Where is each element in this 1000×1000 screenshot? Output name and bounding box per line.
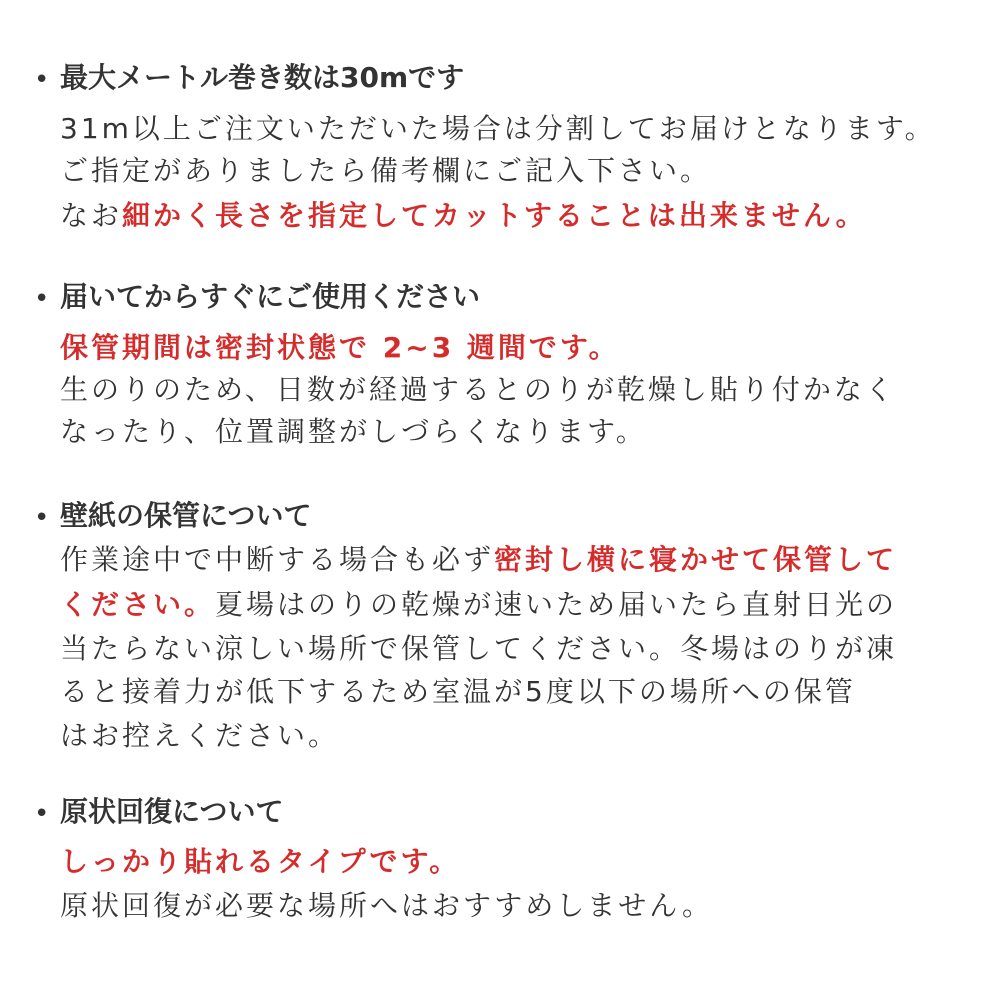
text-line: 原状回復が必要な場所へはおすすめしません。 <box>60 889 713 922</box>
text-line: ください。夏場はのりの乾燥が速いため届いたら直射日光の <box>60 588 898 621</box>
section-heading: 最大メートル巻き数は30mです <box>60 61 465 94</box>
warning-text: しっかり貼れるタイプです。 <box>60 845 461 878</box>
text-line: なったり、位置調整がしづらくなります。 <box>60 415 647 448</box>
text-line: 作業途中で中断する場合も必ず密封し横に寝かせて保管して <box>60 543 898 576</box>
text-line: なお細かく長さを指定してカットすることは出来ません。 <box>60 199 867 232</box>
text-line: ると接着力が低下するため室温が5度以下の場所への保管 <box>60 675 856 708</box>
text-line: 当たらない涼しい場所で保管してください。冬場はのりが凍 <box>60 632 898 665</box>
section-heading: 原状回復について <box>60 795 284 828</box>
bullet-icon: • <box>34 503 50 533</box>
text-line: 生のりのため、日数が経過するとのりが乾燥し貼り付かなく <box>60 373 896 406</box>
section-heading: 壁紙の保管について <box>60 499 312 532</box>
text-line: ご指定がありましたら備考欄にご記入下さい。 <box>60 154 712 187</box>
section-heading: 届いてからすぐにご使用ください <box>60 280 481 313</box>
text-line: はお控えください。 <box>60 719 340 752</box>
bullet-icon: • <box>34 284 50 314</box>
text-line: 31m以上ご注文いただいた場合は分割してお届けとなります。 <box>60 112 936 145</box>
bullet-icon: • <box>34 65 50 95</box>
bullet-icon: • <box>34 799 50 829</box>
warning-text: ください。 <box>60 588 216 621</box>
warning-text: 細かく長さを指定してカットすることは出来ません。 <box>122 199 867 232</box>
warning-text: 保管期間は密封状態で 2~3 週間です。 <box>60 331 620 364</box>
warning-text: 密封し横に寝かせて保管して <box>494 543 898 576</box>
